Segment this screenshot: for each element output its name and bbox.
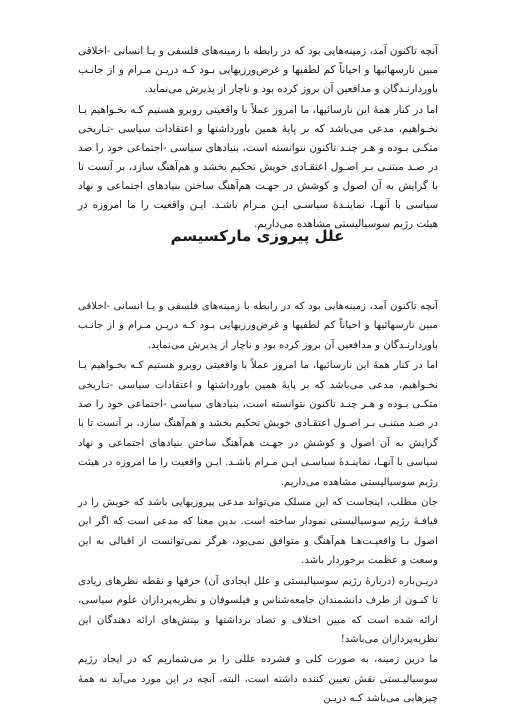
body-paragraph: آنچه تاکنون آمد، زمینه‌هایی بود که در رابطه با زمینه‌های فلسفی و یـا انسانی -اخلاقی مبین نارسهائیها و احیاناً کم لطفیها و غرض‌ورزیهایی بـود کـه دریـن مـرام و از جانـب باوردارنـدگان و مدافعین آن بروز کرده بود و ناچار از پذیرش می‌نماید. <box>78 301 438 351</box>
body-paragraph: دریـن‌باره (دربارهٔ رژیم سوسیالیستی و علل ایجادی آن) حرفها و نقطه نظرهای زیادی تا کنـون از طرف دانشمندان جامعه‌شناس و فیلسوفان و نظریه‌پردازان علوم سیاسی، ارائه شده است که مبین اختلاف و تضاد برداشتها و بینش‌های ارائه دهندگان این نظریه‌پردازان می‌باشد! <box>78 575 438 645</box>
top-paragraph: آنچه تاکنون آمد، زمینه‌هایی بود که در رابطه با زمینه‌های فلسفی و یـا انسانی -اخلاقی مبین نارسهائیها و احیاناً کم لطفیها و غرض‌ورزیهایی بـود کـه دریـن مـرام و از جانـب باوردارنـدگان و مدافعین آن بروز کرده بود و ناچار از پذیرش می‌نماید. <box>78 45 438 95</box>
preceding-text <box>78 42 438 236</box>
body-paragraph: اما در کنار همهٔ این نارسائیها، ما امروز عملاً با واقعیتی روبرو هستیم کـه بخـواهیم یـا نخـواهیم، مدعی می‌باشد که بر پایهٔ همین باورداشتها و اعتقادات سیاسی -تـاریخی متکـی بـوده و هـر چنـد تاکنون نتوانسته است، بنیادهای سیاسی -اجتماعی خود را صد در صـد مبتنـی بـر اصـول اعتقـادی خویش تحکیم بخشد و هم‌آهنگ سازد، بر آنست تا با گرایش به آن اصول و کوشش در جهـت هم‌آهنگ ساختن بنیادهای اجتماعی و نهاد سیاسی با آنهـا، نماینـدهٔ سیاسـی ایـن مـرام باشـد. ایـن واقعیت را ما امروزه در هیئت رژیم سوسیالیستی مشاهده می‌داریم. <box>78 360 438 488</box>
top-paragraph: اما در کنار همهٔ این نارسائیها، ما امروز عملاً با واقعیتی روبرو هستیم کـه بخـواهیم یـا نخـواهیم، مدعی می‌باشد که بر پایهٔ همین باورداشتها و اعتقادات سیاسی -تـاریخی متکـی بـوده و هـر چنـد تاکنون نتوانسته است، بنیادهای سیاسی -اجتماعی خود را صد در صـد مبتنـی بـر اصـول اعتقـادی خویش تحکیم بخشد و هم‌آهنگ سازد، بر آنست تا با گرایش به آن اصول و کوشش در جهـت هم‌آهنگ ساختن بنیادهای اجتماعی و نهاد سیاسی با آنهـا، نماینـدهٔ سیاسـی ایـن مـرام باشـد. ایـن واقعیت را ما امروزه در هیئت رژیم سوسیالیستی مشاهده می‌داریم. <box>78 104 438 230</box>
body-paragraph: جان مطلب، اینجاست که این مسلک می‌تواند مدعی پیروزیهایی باشد که خویش را در قیافـهٔ رژیم سوسیالیستی نمودار ساخته است. بدین معنا که مدعی است که اگر این اصول بـا واقعیـت‌هـا هم‌آهنگ و متوافق نمی‌بود، هرگز نمی‌توانست از اقبالی به این وسعت و عظمت برخوردار باشد. <box>78 497 438 567</box>
section-heading: علل پیروزی مارکسیسم <box>170 227 345 245</box>
body-paragraph: ما درین زمینه، به صورت کلی و فشرده عللی را بر می‌شماریم که در ایجاد رژیم سوسیالیـستی نقش تعیین کننده داشته است، البته، آنچه در این مورد می‌آید نه همهٔ چیزهایی می‌باشد کـه دریـن <box>78 654 438 705</box>
section-body <box>78 297 438 710</box>
